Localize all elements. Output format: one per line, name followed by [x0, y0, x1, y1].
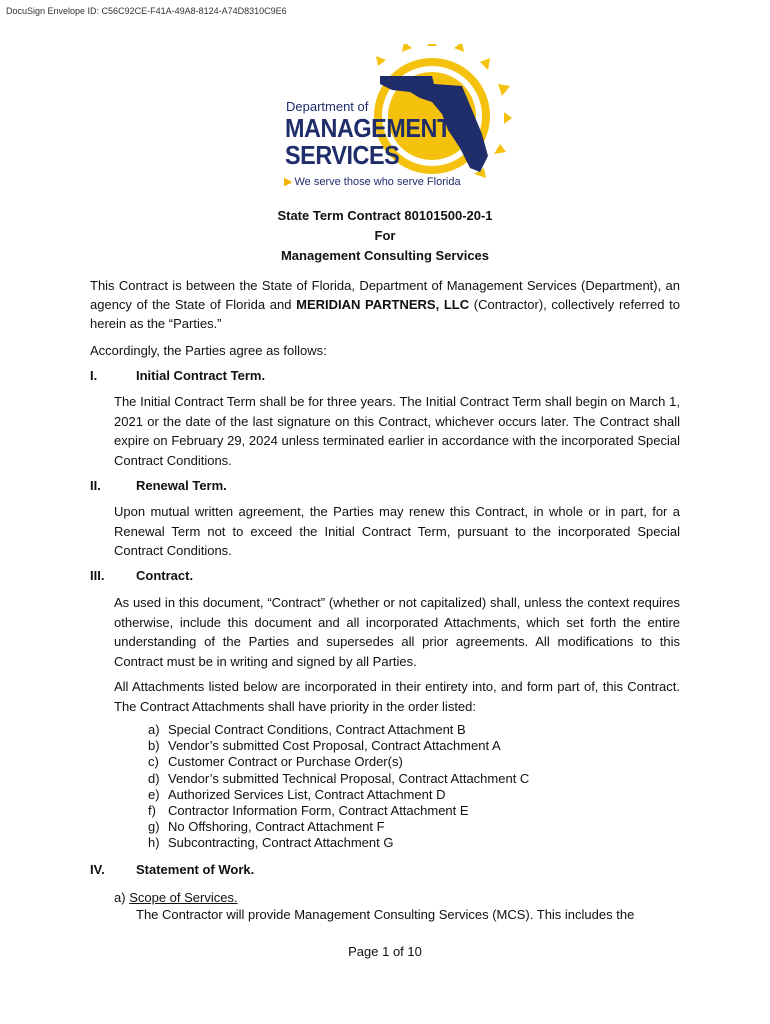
section-3-body-1: As used in this document, “Contract” (whether or not capitalized) shall, unless the context requires otherwise, include this document and all incorporated Attachments, which set forth the entire understanding of the Parties and supersedes all prior agreements. All modifications to this Contract must be in writing and signed by all Parties.	[114, 595, 680, 669]
logo-dept-text: Department of	[286, 99, 369, 114]
logo-services-text: SERVICES	[285, 140, 400, 170]
title-line-3: Management Consulting Services	[280, 248, 490, 263]
list-item-text: Contractor Information Form, Contract Attachment E	[168, 803, 469, 819]
list-item	[148, 787, 529, 803]
list-marker: c)	[148, 754, 159, 770]
list-item-text: Subcontracting, Contract Attachment G	[168, 835, 394, 851]
list-item-text: Vendor’s submitted Technical Proposal, Contract Attachment C	[168, 770, 530, 786]
list-item-text: Customer Contract or Purchase Order(s)	[168, 754, 403, 770]
accordingly-paragraph: Accordingly, the Parties agree as follows:	[90, 343, 327, 358]
list-item	[148, 835, 529, 851]
list-item-text: Authorized Services List, Contract Attachment D	[168, 786, 446, 802]
attachments-list	[148, 722, 529, 852]
list-marker: g)	[148, 819, 160, 835]
section-1-heading: Initial Contract Term.	[136, 368, 266, 383]
list-item-text: Special Contract Conditions, Contract Attachment B	[168, 722, 466, 737]
contract-title	[0, 206, 770, 266]
contractor-name: MERIDIAN PARTNERS, LLC	[296, 297, 470, 312]
list-item-text: No Offshoring, Contract Attachment F	[168, 819, 385, 835]
list-item-text: Vendor’s submitted Cost Proposal, Contract Attachment A	[168, 738, 501, 754]
page-number: Page 1 of 10	[348, 944, 422, 959]
section-1-number: I.	[90, 368, 98, 383]
dms-logo	[282, 44, 512, 190]
scope-heading: Scope of Services.	[129, 890, 238, 905]
section-3-body-2: All Attachments listed below are incorporated in their entirety into, and form part of, this Contract. The Contract Attachments shall have priority in the order listed:	[114, 679, 680, 714]
list-item	[148, 819, 529, 835]
section-4-heading: Statement of Work.	[136, 862, 255, 877]
list-item	[148, 803, 529, 819]
section-2-number: II.	[90, 478, 101, 493]
list-item	[148, 722, 529, 738]
list-item	[148, 738, 529, 754]
intro-paragraph	[90, 276, 680, 333]
section-2-heading: Renewal Term.	[136, 478, 227, 493]
list-marker: f)	[148, 803, 156, 819]
intro-text-1: This Contract is between the State of Florida, Department of Management Services (Department), an agency of the State of Florida and	[90, 278, 680, 312]
section-1-body: The Initial Contract Term shall be for three years. The Initial Contract Term shall begin on March 1, 2021 or the date of the last signature on this Contract, whichever occurs later. The Contract shall expire on February 29, 2024 unless terminated earlier in accordance with the incorporated Special Contract Conditions.	[114, 394, 680, 468]
scope-subsection	[114, 890, 238, 905]
logo-tagline-text: We serve those who serve Florida	[294, 176, 461, 188]
logo-management-text: MANAGEMENT	[285, 113, 451, 143]
scope-marker: a)	[114, 890, 126, 905]
title-line-1: State Term Contract 80101500-20-1	[277, 208, 493, 223]
scope-body: The Contractor will provide Management Consulting Services (MCS). This includes the	[136, 907, 635, 922]
list-item	[148, 754, 529, 770]
intro-text-2: (Contractor), collectively referred to herein as the “Parties.”	[90, 297, 680, 331]
section-3-number: III.	[90, 568, 105, 583]
section-4-number: IV.	[90, 862, 105, 877]
list-marker: a)	[148, 722, 160, 737]
section-3-heading: Contract.	[136, 568, 194, 583]
list-item	[148, 771, 529, 787]
list-marker: d)	[148, 770, 160, 786]
section-2-body: Upon mutual written agreement, the Parties may renew this Contract, in whole or in part, for a Renewal Term not to exceed the Initial Contract Term, pursuant to the incorporated Special Contract Conditions.	[114, 504, 680, 558]
title-line-2: For	[374, 228, 396, 243]
list-marker: h)	[148, 835, 160, 851]
list-marker: b)	[148, 738, 160, 754]
play-triangle-icon: ▶	[284, 176, 293, 188]
envelope-id: DocuSign Envelope ID: C56C92CE-F41A-49A8-8124-A74D8310C9E6	[6, 6, 287, 16]
logo-tagline	[284, 175, 461, 188]
list-marker: e)	[148, 786, 160, 802]
